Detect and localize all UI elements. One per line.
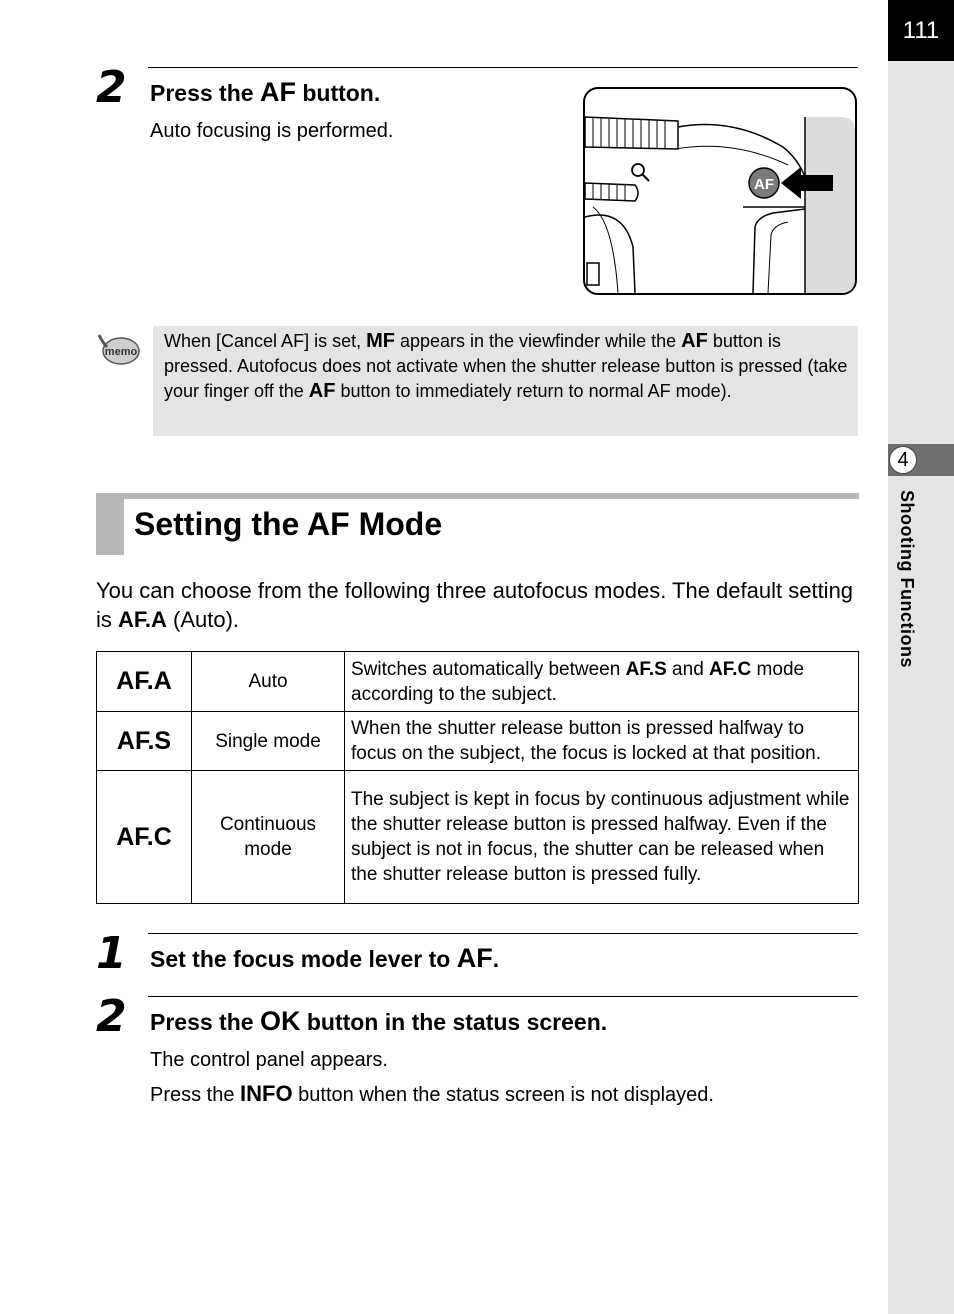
- section-title: Setting the AF Mode: [134, 506, 443, 542]
- step-title: Press the AF button.: [150, 77, 381, 107]
- section-intro: You can choose from the following three autofocus modes. The default setting is AF.A (Auto).: [96, 578, 854, 632]
- table-row: [97, 652, 859, 712]
- step-number: 2: [96, 62, 127, 113]
- mode-symbol: AF.C: [97, 771, 192, 904]
- mode-symbol: AF.S: [97, 712, 192, 771]
- af-symbol: AF: [308, 380, 336, 402]
- info-button-symbol: INFO: [240, 1081, 293, 1106]
- table-row: [97, 712, 859, 771]
- mf-symbol: MF: [366, 330, 395, 352]
- mode-symbol: AF.A: [97, 652, 192, 712]
- step-number: 2: [96, 991, 127, 1042]
- af-a-symbol: AF.A: [118, 607, 167, 632]
- af-symbol: AF: [681, 330, 708, 352]
- chapter-title: Shooting Functions: [897, 490, 917, 668]
- svg-text:AF: AF: [754, 176, 774, 193]
- af-mode-table: [96, 651, 859, 904]
- step-rule: [148, 67, 858, 68]
- memo-text: When [Cancel AF] is set, MF appears in the viewfinder while the AF button is pressed. Autofocus does not activate when the shutter release button is pressed (take your finger off the AF button to immediately return to normal AF mode).: [164, 330, 848, 402]
- mode-name: Continuous mode: [192, 771, 345, 904]
- svg-text:memo: memo: [104, 346, 138, 358]
- step-title: Press the OK button in the status screen.: [150, 1006, 608, 1036]
- step-description: Press the INFO button when the status screen is not displayed.: [150, 1081, 714, 1106]
- mode-description: Switches automatically between AF.S and AF.C mode according to the subject.: [345, 652, 859, 712]
- step-description: Auto focusing is performed.: [150, 120, 394, 142]
- step-description: The control panel appears.: [150, 1049, 388, 1071]
- section-heading-marker: [96, 493, 124, 555]
- page-number: 111: [888, 0, 954, 61]
- step-title: Set the focus mode lever to AF.: [150, 943, 500, 973]
- mode-name: Single mode: [192, 712, 345, 771]
- memo-icon: [97, 331, 141, 367]
- chapter-number: 4: [889, 446, 917, 474]
- mode-description: When the shutter release button is pressed halfway to focus on the subject, the focus is locked at that position.: [345, 712, 859, 771]
- table-row: [97, 771, 859, 904]
- section-heading-bar: [96, 493, 859, 499]
- af-button-symbol: AF: [259, 77, 296, 107]
- step-rule: [148, 996, 858, 997]
- af-lever-symbol: AF: [456, 943, 493, 973]
- camera-af-button-illustration: [583, 87, 857, 295]
- mode-description: The subject is kept in focus by continuous adjustment while the shutter release button is pressed halfway. Even if the subject is not in focus, the shutter can be released when the shutter release button is pressed fully.: [345, 771, 859, 904]
- step-rule: [148, 933, 858, 934]
- step-number: 1: [96, 928, 127, 979]
- ok-button-symbol: OK: [259, 1006, 301, 1036]
- mode-name: Auto: [192, 652, 345, 712]
